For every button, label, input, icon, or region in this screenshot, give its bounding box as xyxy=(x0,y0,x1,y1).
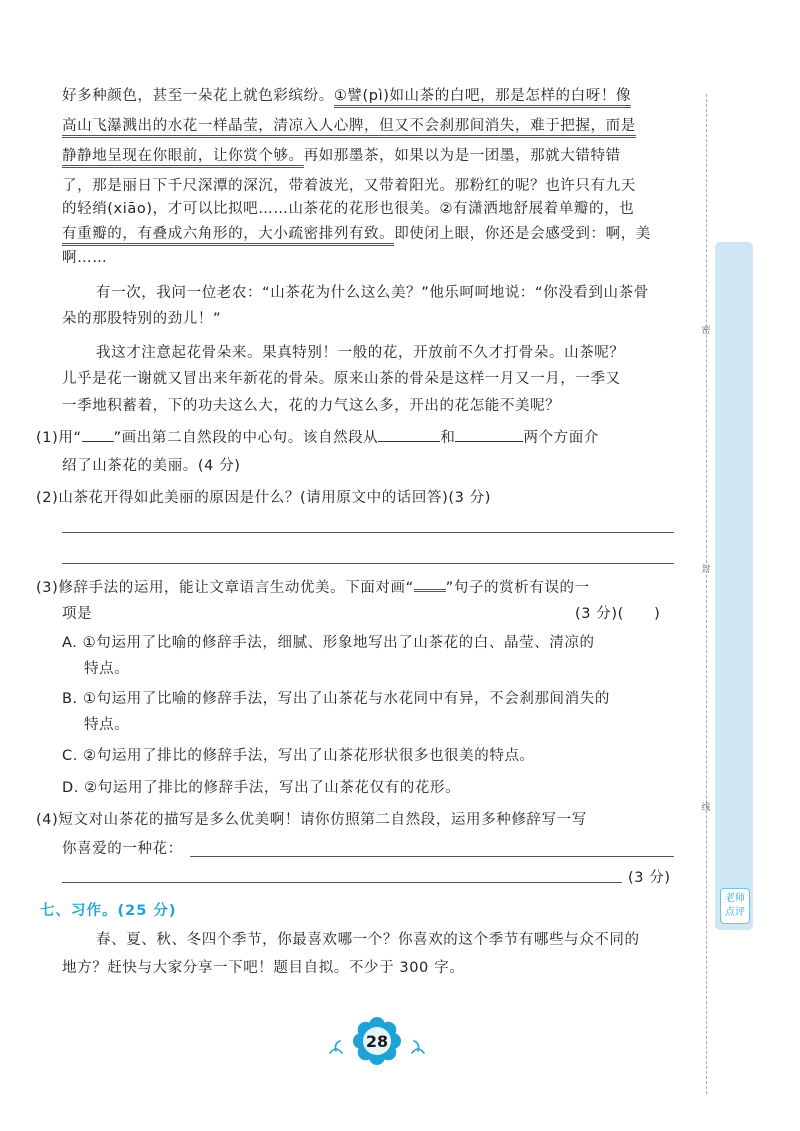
q1-text: 和 xyxy=(440,430,456,446)
q4-answer-line-1[interactable] xyxy=(190,856,674,857)
question-4-line-2: 你喜爱的一种花： xyxy=(62,841,183,857)
passage-text: 再如那墨茶，如果以为是一团墨，那就大错特错 xyxy=(303,148,621,164)
paragraph-2-line-1: 有一次，我问一位老农：“山茶花为什么这么美？”他乐呵呵地说：“你没看到山茶骨 xyxy=(96,285,649,301)
option-a[interactable]: A. ①句运用了比喻的修辞手法，细腻、形象地写出了山茶花的白、晶莹、清凉的 xyxy=(62,635,595,651)
teacher-comment-sidebar xyxy=(715,242,753,930)
question-4-score: (3 分) xyxy=(628,870,671,886)
page-number-ornament xyxy=(322,1017,432,1077)
underlined-sentence-1: ①譬(pì)如山茶的白吧，那是怎样的白呀！像 xyxy=(334,88,631,108)
page-number: 28 xyxy=(365,1032,389,1051)
option-a-cont: 特点。 xyxy=(84,661,130,677)
binding-mark-3: 线 xyxy=(701,803,711,813)
underlined-sentence-2: 有重瓣的，有叠成六角形的，大小疏密排列有致。 xyxy=(62,226,394,246)
q3-text: (3)修辞手法的运用，能让文章语言生动优美。下面对画“ xyxy=(36,580,414,596)
question-1-line-2: 绍了山茶花的美丽。(4 分) xyxy=(62,458,241,474)
flower-badge-icon xyxy=(322,1017,432,1077)
paragraph-3-line-1: 我这才注意起花骨朵来。果真特别！一般的花，开放前不久才打骨朵。山茶呢？ xyxy=(96,345,625,361)
passage-line-1 xyxy=(62,86,631,106)
q1-text: (1)用“ xyxy=(36,430,82,446)
underlined-sentence-1-cont: 高山飞瀑溅出的水花一样晶莹，清凉入人心脾，但又不会刹那间消失，难于把握，而是 xyxy=(62,118,636,138)
question-2: (2)山茶花开得如此美丽的原因是什么？(请用原文中的话回答)(3 分) xyxy=(36,490,491,506)
passage-line-7: 啊…… xyxy=(62,250,108,266)
option-b-cont: 特点。 xyxy=(84,717,130,733)
passage-line-3 xyxy=(62,146,621,166)
teacher-comment-badge: 老师点评 xyxy=(720,888,750,924)
question-3-line-2: 项是 xyxy=(62,606,93,622)
paragraph-3-line-3: 一季地积蓄着，下的功夫这么大，花的力气这么多，开出的花怎能不美呢？ xyxy=(62,398,561,414)
passage-line-5 xyxy=(62,199,634,219)
passage-line-4: 了，那是丽日下千尺深潭的深沉，带着波光，又带着阳光。那粉红的呢？也许只有九天 xyxy=(62,178,636,194)
passage-text: 即使闭上眼，你还是会感受到：啊，美 xyxy=(394,226,651,242)
q1-text: ”画出第二自然段的中心句。该自然段从 xyxy=(113,430,379,446)
question-3-score[interactable]: (3 分)( ) xyxy=(575,606,661,622)
q1-answer-blank-2[interactable] xyxy=(455,441,523,442)
underlined-sentence-1-end: 静静地呈现在你眼前，让你赏个够。 xyxy=(62,148,304,168)
question-4: (4)短文对山茶花的描写是多么优美啊！请你仿照第二自然段，运用多种修辞写一写 xyxy=(36,812,587,828)
passage-text: 的轻绡(xiāo)，才可以比拟吧……山茶花的花形也很美。②有潇洒地舒展着单瓣的，也 xyxy=(62,201,635,217)
binding-dashed-line xyxy=(706,94,707,1094)
q1-text: 两个方面介 xyxy=(523,430,599,446)
question-3 xyxy=(36,578,590,598)
option-d[interactable]: D. ②句运用了排比的修辞手法，写出了山茶花仅有的花形。 xyxy=(62,780,461,796)
paragraph-2-line-2: 朵的那股特别的劲儿！” xyxy=(62,311,222,327)
binding-mark-2: 封 xyxy=(701,565,711,575)
writing-prompt-line-2: 地方？赶快与大家分享一下吧！题目自拟。不少于 300 字。 xyxy=(62,960,465,976)
q1-line-sample xyxy=(82,441,114,442)
question-1 xyxy=(36,428,599,448)
q4-answer-line-2[interactable] xyxy=(62,882,622,883)
option-b[interactable]: B. ①句运用了比喻的修辞手法，写出了山茶花与水花同中有异，不会刹那间消失的 xyxy=(62,691,610,707)
q2-answer-line-1[interactable] xyxy=(62,532,674,533)
q3-text: ”句子的赏析有误的一 xyxy=(445,580,590,596)
passage-text: 好多种颜色，甚至一朵花上就色彩缤纷。 xyxy=(62,88,334,104)
binding-mark-1: 密 xyxy=(701,326,711,336)
passage-line-2 xyxy=(62,116,636,136)
passage-line-6 xyxy=(62,224,651,244)
q1-answer-blank-1[interactable] xyxy=(378,441,440,442)
writing-prompt-line-1: 春、夏、秋、冬四个季节，你最喜欢哪一个？你喜欢的这个季节有哪些与众不同的 xyxy=(96,932,640,948)
paragraph-3-line-2: 儿乎是花一谢就又冒出来年新花的骨朵。原来山茶的骨朵是这样一月又一月，一季又 xyxy=(62,371,621,387)
option-c[interactable]: C. ②句运用了排比的修辞手法，写出了山茶花形状很多也很美的特点。 xyxy=(62,748,535,764)
q3-line-sample xyxy=(414,589,446,592)
section-7-title: 七、习作。(25 分) xyxy=(40,903,177,919)
q2-answer-line-2[interactable] xyxy=(62,563,674,564)
